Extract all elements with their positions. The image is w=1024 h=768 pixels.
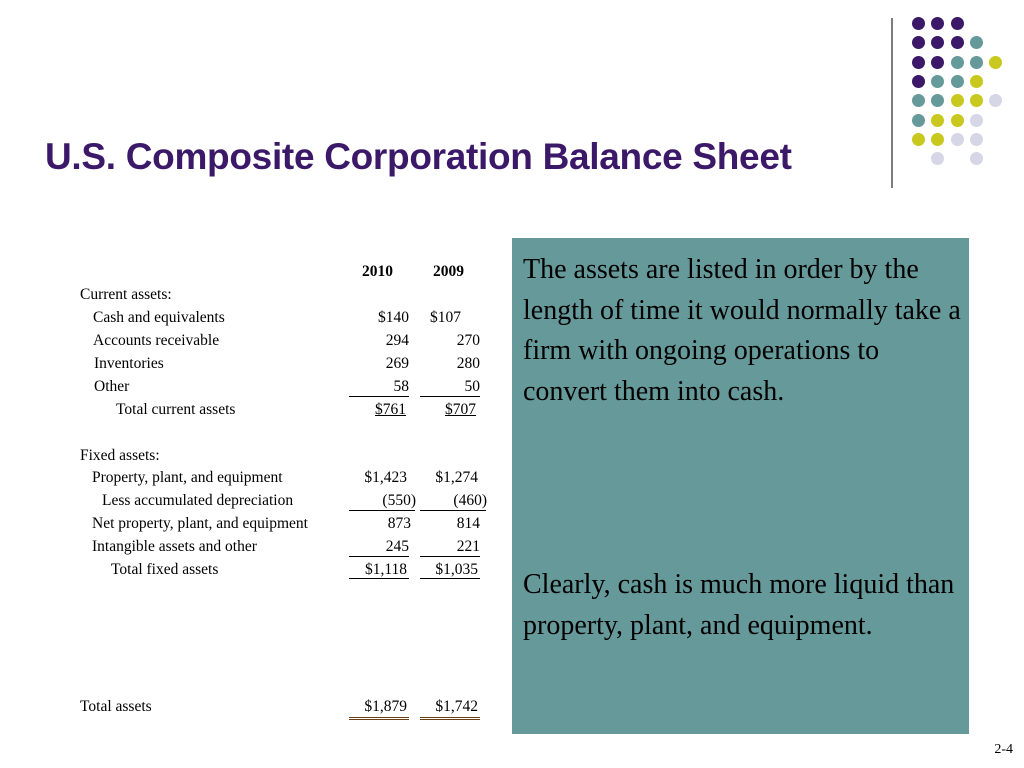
decorative-dot [970,56,983,69]
row-label-total-current-assets: Total current assets [116,401,236,418]
decorative-dot [951,36,964,49]
callout-paragraph-order: The assets are listed in order by the length of time it would normally take a firm with ongoing operations to convert them into cash. [523,254,961,407]
cell-depreciation-2009: (460) [453,492,487,509]
decorative-dot [970,94,983,107]
balance-sheet-table [0,0,500,768]
cell-total-current-2010: $761 [375,401,406,418]
row-label-inventories: Inventories [94,355,164,372]
cell-receivables-2009: 270 [456,332,480,349]
decorative-dot [951,75,964,88]
current-assets-heading: Current assets: [80,286,172,303]
underline [349,510,415,511]
cell-intangibles-2010: 245 [385,538,409,555]
decorative-dot [912,36,925,49]
column-header-2010: 2010 [362,263,393,280]
row-label-intangibles: Intangible assets and other [92,538,257,555]
decorative-dot [970,75,983,88]
cell-total-current-2009: $707 [445,401,476,418]
row-label-depreciation: Less accumulated depreciation [102,492,294,509]
fixed-assets-heading: Fixed assets: [80,447,160,464]
row-label-total-fixed-assets: Total fixed assets [111,561,219,578]
row-label-receivables: Accounts receivable [93,332,220,349]
decorative-dot [931,36,944,49]
decorative-vertical-rule [891,18,893,188]
callout-paragraph-liquidity: Clearly, cash is much more liquid than property, plant, and equipment. [523,569,955,641]
cell-intangibles-2009: 221 [456,538,480,555]
decorative-dot [931,152,944,165]
decorative-dot [970,114,983,127]
cell-total-assets-2010: $1,879 [364,698,407,715]
underline [420,556,480,557]
decorative-dot [970,152,983,165]
decorative-dot [931,17,944,30]
underline [420,396,480,397]
row-label-net-ppe: Net property, plant, and equipment [92,515,308,532]
underline [349,556,409,557]
cell-inventories-2009: 280 [456,355,480,372]
double-underline [420,717,480,720]
slide-title: U.S. Composite Corporation Balance Sheet [45,136,792,177]
decorative-dot [970,36,983,49]
cell-total-fixed-2009: $1,035 [435,561,478,578]
underline [420,578,480,579]
decorative-dot [989,94,1002,107]
decorative-dot [931,56,944,69]
cell-receivables-2010: 294 [385,332,409,349]
decorative-dot [970,133,983,146]
underline [349,578,409,579]
cell-cash-2010: $140 [378,309,409,326]
underline [349,396,409,397]
decorative-dot [912,56,925,69]
row-label-other: Other [94,378,130,395]
cell-ppe-2010: $1,423 [364,469,407,486]
decorative-dot [931,75,944,88]
row-label-total-assets: Total assets [80,698,152,715]
column-header-2009: 2009 [433,263,464,280]
row-label-ppe: Property, plant, and equipment [92,469,283,486]
decorative-dot [912,94,925,107]
cell-total-fixed-2010: $1,118 [364,561,407,578]
decorative-dot [989,56,1002,69]
decorative-dot [951,17,964,30]
decorative-dot [951,114,964,127]
decorative-dot [912,114,925,127]
decorative-dot [931,94,944,107]
row-label-cash: Cash and equivalents [93,309,225,326]
decorative-dot [912,75,925,88]
decorative-dot [951,94,964,107]
decorative-dot [931,133,944,146]
cell-ppe-2009: $1,274 [435,469,478,486]
underline [420,510,486,511]
page-number: 2-4 [994,742,1013,757]
cell-cash-2009: $107 [430,309,461,326]
cell-total-assets-2009: $1,742 [435,698,478,715]
double-underline [349,717,409,720]
decorative-dot [912,17,925,30]
cell-other-2010: 58 [393,378,409,395]
cell-other-2009: 50 [464,378,480,395]
cell-depreciation-2010: (550) [382,492,416,509]
decorative-dot [951,133,964,146]
cell-inventories-2010: 269 [385,355,409,372]
cell-net-ppe-2009: 814 [456,515,480,532]
decorative-dot [912,133,925,146]
cell-net-ppe-2010: 873 [387,515,411,532]
decorative-dot [931,114,944,127]
explanation-callout [512,238,969,734]
decorative-dot [951,56,964,69]
